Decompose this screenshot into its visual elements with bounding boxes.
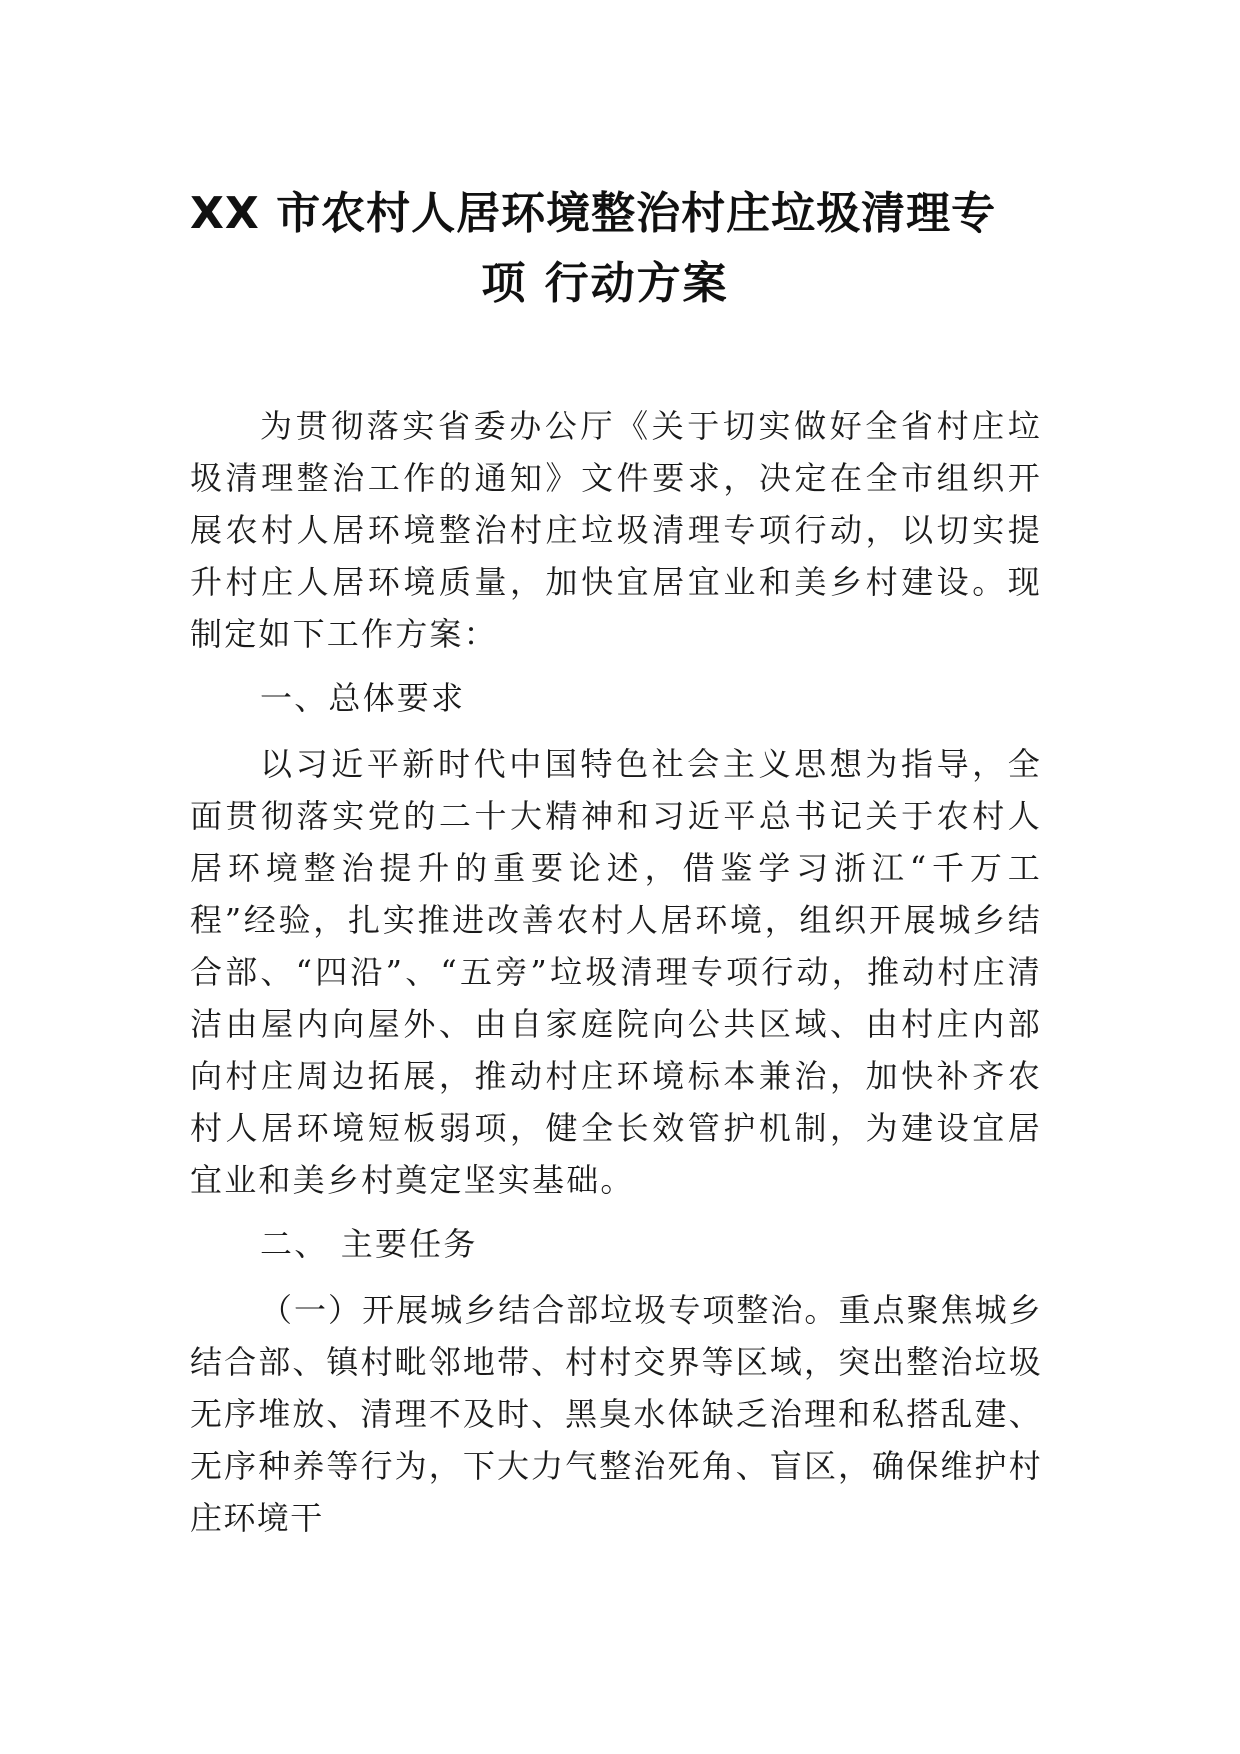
title-line-1: XX 市农村人居环境整治村庄垃圾清理专 xyxy=(190,188,997,239)
document-title xyxy=(190,180,1020,318)
intro-paragraph: 为贯彻落实省委办公厅《关于切实做好全省村庄垃圾清理整治工作的通知》文件要求，决定在全市组织开展农村人居环境整治村庄垃圾清理专项行动，以切实提升村庄人居环境质量，加快宜居宜业和美乡村建设。现制定如下工作方案： xyxy=(190,407,1042,653)
task-1-paragraph: （一）开展城乡结合部垃圾专项整治。重点聚焦城乡结合部、镇村毗邻地带、村村交界等区域，突出整治垃圾无序堆放、清理不及时、黑臭水体缺乏治理和私搭乱建、无序种养等行为，下大力气整治死角、盲区，确保维护村庄环境干 xyxy=(190,1291,1042,1537)
section-1-heading: 一、总体要求 xyxy=(260,679,466,717)
section-1-paragraph: 以习近平新时代中国特色社会主义思想为指导，全面贯彻落实党的二十大精神和习近平总书记关于农村人居环境整治提升的重要论述，借鉴学习浙江“千万工程”经验，扎实推进改善农村人居环境，组织开展城乡结合部、“四沿”、“五旁”垃圾清理专项行动，推动村庄清洁由屋内向屋外、由自家庭院向公共区域、由村庄内部向村庄周边拓展，推动村庄环境标本兼治，加快补齐农村人居环境短板弱项，健全长效管护机制，为建设宜居宜业和美乡村奠定坚实基础。 xyxy=(190,745,1042,1199)
document-body xyxy=(190,400,1042,1556)
section-2-heading: 二、 主要任务 xyxy=(260,1225,478,1263)
title-line-2: 项 行动方案 xyxy=(481,258,729,309)
